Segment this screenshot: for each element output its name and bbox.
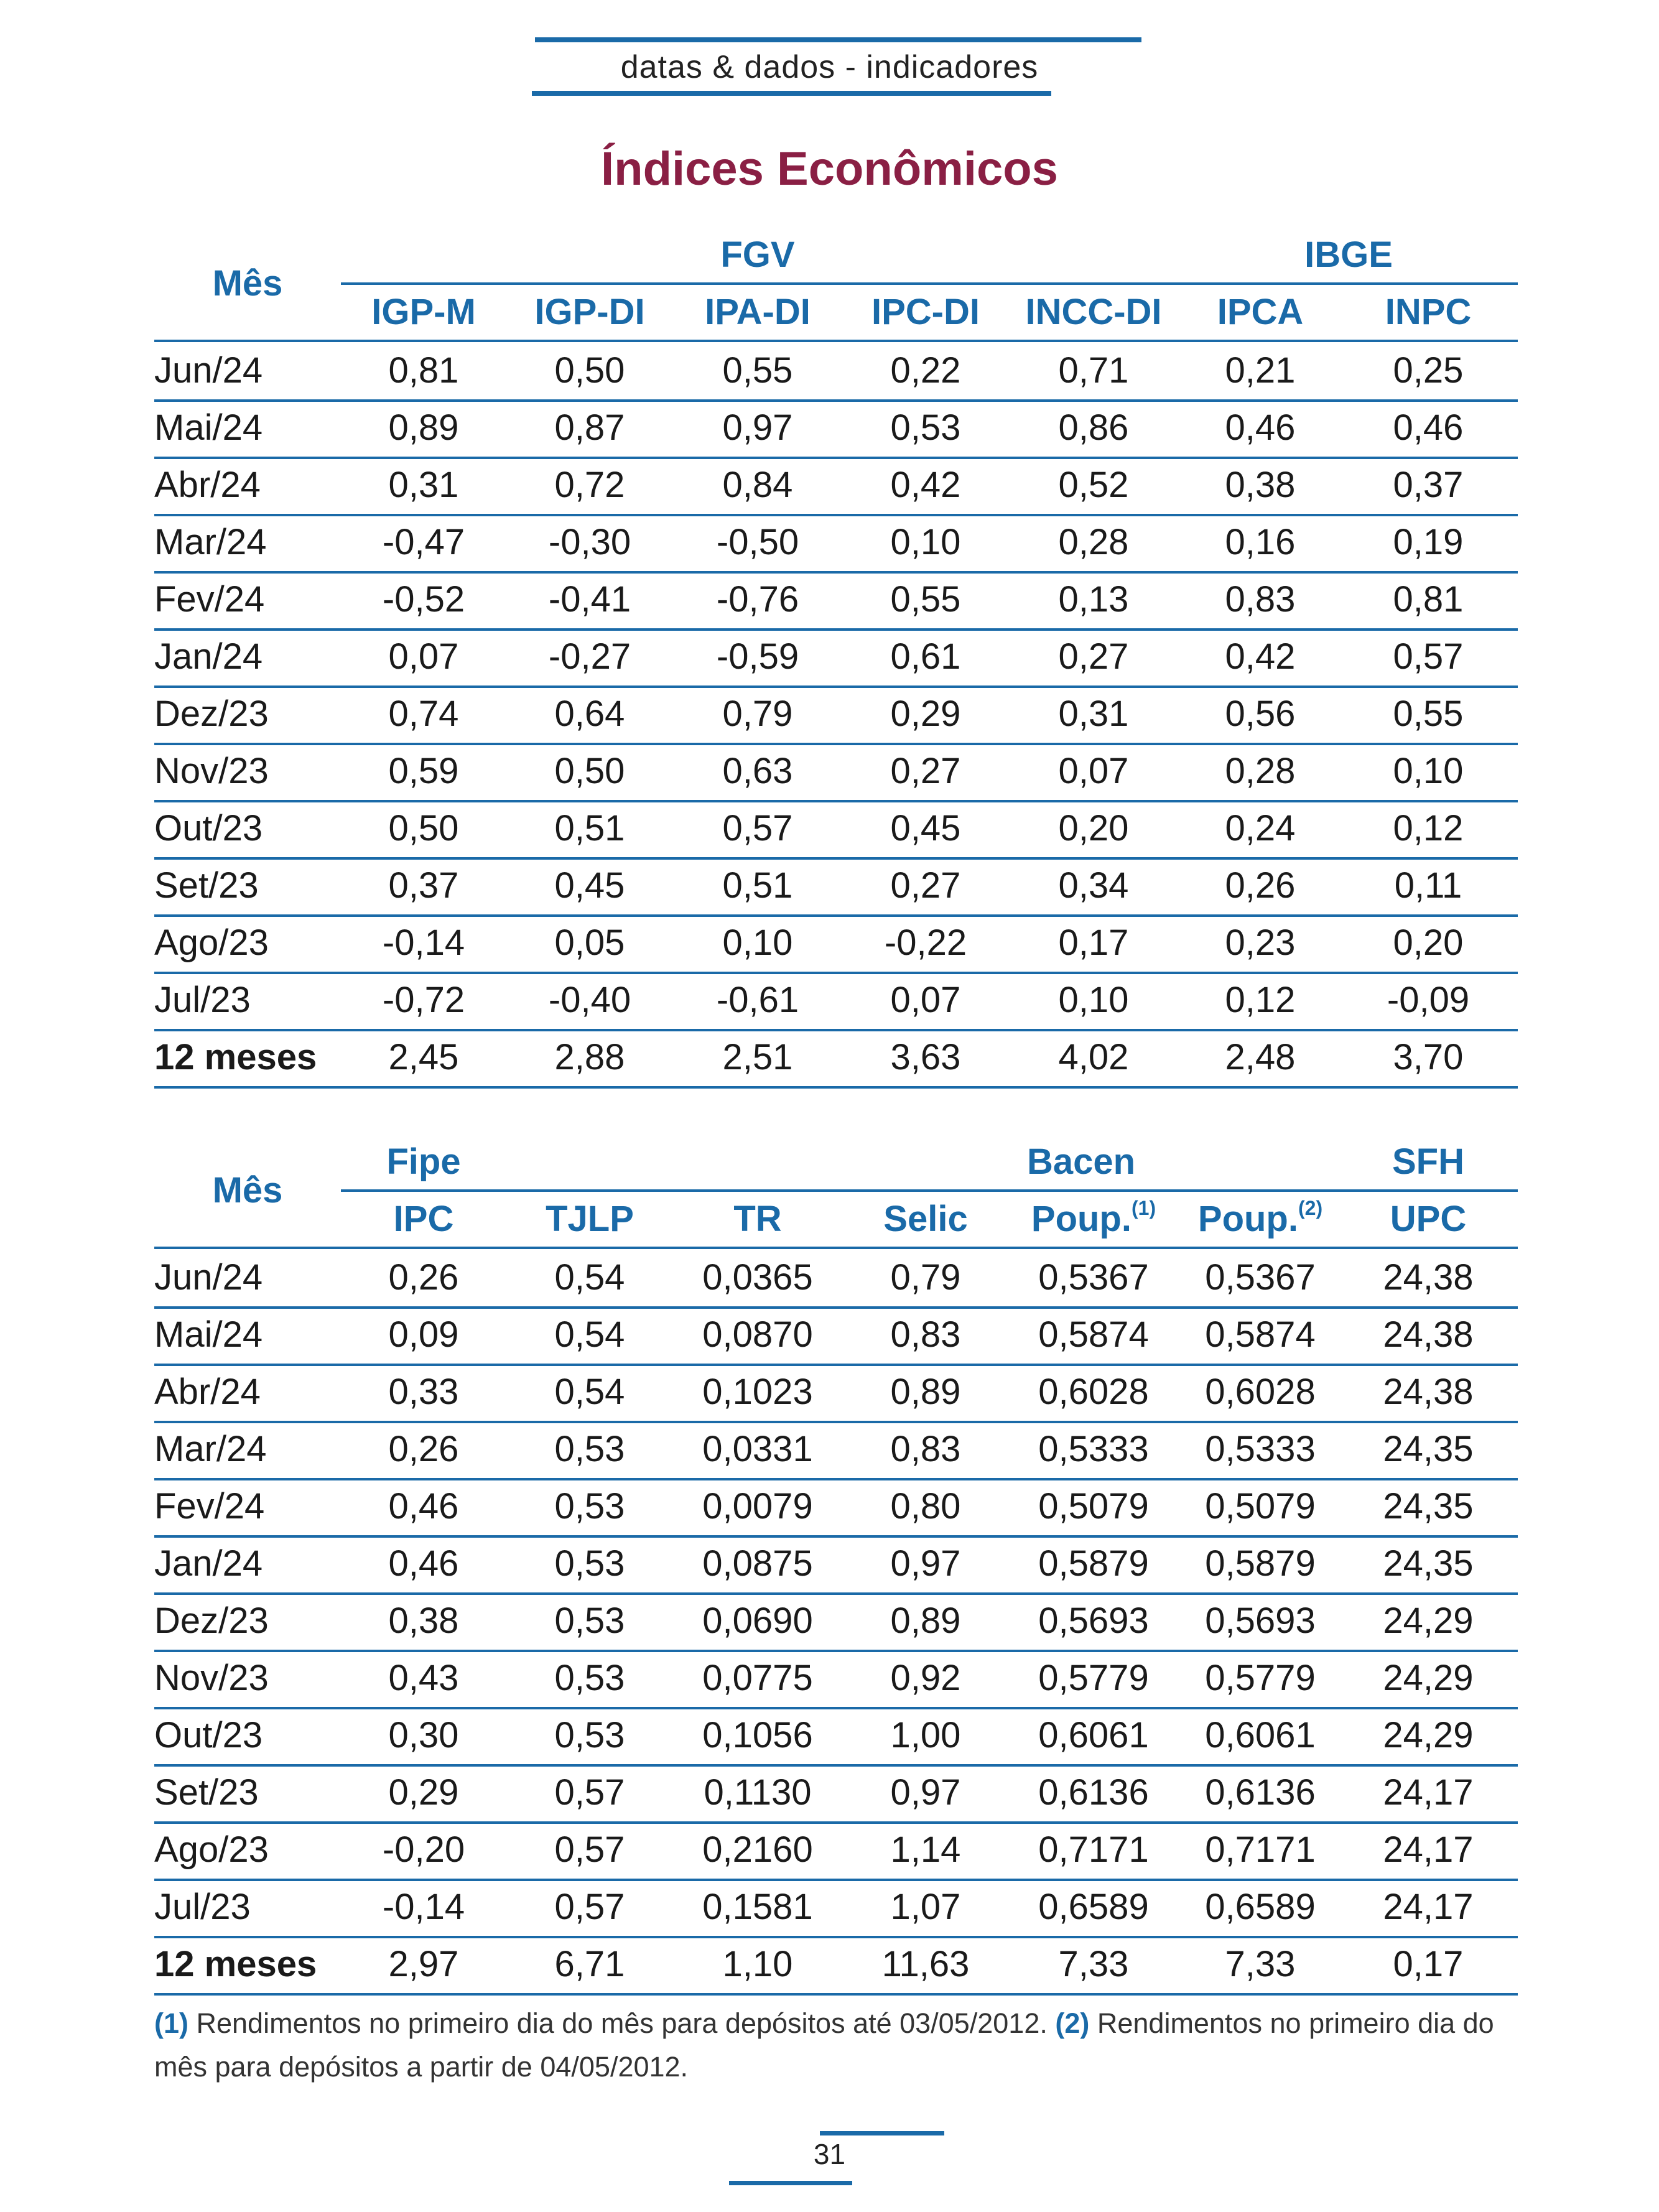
table-cell-value: 0,24 (1225, 808, 1296, 848)
table-cell-value: 0,5367 (1205, 1257, 1316, 1298)
table-cell-value: 24,35 (1383, 1543, 1474, 1584)
table-cell-value: 0,29 (388, 1772, 459, 1813)
row-month-label: Out/23 (154, 808, 263, 848)
column-header-ipa-di (683, 284, 832, 341)
table-cell-value: 24,38 (1383, 1314, 1474, 1355)
column-header-label: IPC-DI (871, 292, 980, 332)
row-month-label: Fev/24 (154, 1486, 265, 1527)
table-cell-value: 0,46 (1225, 407, 1296, 448)
table-cell-value: 0,86 (1058, 407, 1129, 448)
column-header-tjlp (515, 1191, 664, 1248)
row-month-label: Mai/24 (154, 407, 263, 448)
column-header-label: IPA-DI (705, 292, 811, 332)
table-cell-value: 0,31 (1058, 694, 1129, 734)
row-month-label: Jun/24 (154, 1257, 263, 1298)
table-cell-value: -0,09 (1387, 980, 1470, 1020)
table-cell-value: 0,6589 (1038, 1887, 1149, 1927)
total-row-label: 12 meses (154, 1037, 317, 1077)
month-column-header: Mês (212, 1170, 283, 1211)
table-cell-value: -0,76 (716, 579, 799, 620)
table-cell-value: 0,97 (890, 1543, 961, 1584)
column-header-selic (851, 1191, 1000, 1248)
row-month-label: Ago/23 (154, 922, 269, 963)
table-cell-value: 0,54 (554, 1372, 625, 1412)
table-cell-value: 0,10 (1393, 751, 1464, 791)
table-cell-value: 0,0875 (702, 1543, 813, 1584)
column-header-label: INPC (1385, 292, 1472, 332)
table-cell-value: -0,14 (382, 1887, 465, 1927)
table-cell-value: 0,31 (388, 465, 459, 505)
table-cell-value: 0,27 (1058, 636, 1129, 677)
table-cell-value: 0,83 (890, 1429, 961, 1469)
column-header-label: INCC-DI (1025, 292, 1162, 332)
table-cell-value: 24,35 (1383, 1486, 1474, 1527)
row-month-label: Set/23 (154, 1772, 259, 1813)
table-cell-value: -0,41 (548, 579, 631, 620)
column-header-label: TR (733, 1199, 782, 1239)
row-month-label: Dez/23 (154, 1601, 269, 1641)
table-cell-value: 0,20 (1393, 922, 1464, 963)
table-cell-value: 0,84 (722, 465, 793, 505)
table-cell-value: 0,50 (554, 350, 625, 391)
table-cell-value: 0,16 (1225, 522, 1296, 562)
table-cell-value: 0,5874 (1038, 1314, 1149, 1355)
table-cell-value: 0,34 (1058, 865, 1129, 906)
table-cell-value: 0,22 (890, 350, 961, 391)
table-cell-value: 0,1023 (702, 1372, 813, 1412)
table-cell-value: 0,87 (554, 407, 625, 448)
table-cell-value: 0,57 (554, 1829, 625, 1870)
total-value: 0,17 (1393, 1944, 1464, 1984)
table-cell-value: 1,14 (890, 1829, 961, 1870)
footnote (154, 2002, 1518, 2089)
table-cell-value: 0,45 (890, 808, 961, 848)
table-cell-value: 24,38 (1383, 1372, 1474, 1412)
column-header-label: Poup. (1031, 1199, 1132, 1239)
total-value: 2,51 (722, 1037, 793, 1077)
table-cell-value: 0,42 (890, 465, 961, 505)
table-cell-value: 0,10 (890, 522, 961, 562)
table-cell-value: -0,47 (382, 522, 465, 562)
table-cell-value: 0,45 (554, 865, 625, 906)
table-cell-value: -0,30 (548, 522, 631, 562)
table-cell-value: 0,7171 (1038, 1829, 1149, 1870)
table-cell-value: 0,55 (890, 579, 961, 620)
row-month-label: Fev/24 (154, 579, 265, 620)
column-header-poup (1019, 1191, 1168, 1248)
table-cell-value: 0,81 (388, 350, 459, 391)
total-value: 3,63 (890, 1037, 961, 1077)
column-header-upc (1354, 1191, 1503, 1248)
table-cell-value: 0,61 (890, 636, 961, 677)
table-cell-value: 0,07 (388, 636, 459, 677)
table-cell-value: 0,37 (388, 865, 459, 906)
table-cell-value: 0,54 (554, 1314, 625, 1355)
table-cell-value: -0,20 (382, 1829, 465, 1870)
table-cell-value: 0,46 (1393, 407, 1464, 448)
column-header-ipc (349, 1191, 498, 1248)
table-cell-value: 0,11 (1394, 865, 1462, 906)
table-cell-value: 0,53 (554, 1601, 625, 1641)
table-cell-value: 0,92 (890, 1658, 961, 1698)
table-cell-value: 0,17 (1058, 922, 1129, 963)
table-cell-value: 1,00 (890, 1715, 961, 1755)
table-cell-value: 0,5779 (1205, 1658, 1316, 1698)
row-month-label: Mar/24 (154, 1429, 267, 1469)
table-cell-value: 0,6136 (1205, 1772, 1316, 1813)
table-cell-value: 0,21 (1225, 350, 1296, 391)
table-cell-value: 0,50 (388, 808, 459, 848)
footnote-text-2: Rendimentos no primeiro dia do mês para depósitos a partir de 04/05/2012. (154, 2007, 1494, 2083)
table-cell-value: 0,7171 (1205, 1829, 1316, 1870)
table-cell-value: 0,28 (1058, 522, 1129, 562)
table-cell-value: 0,97 (722, 407, 793, 448)
column-header-note: (1) (1131, 1197, 1156, 1219)
total-value: 2,88 (554, 1037, 625, 1077)
table-cell-value: 0,5879 (1205, 1543, 1316, 1584)
table-cell-value: -0,59 (716, 636, 799, 677)
footnote-ref-1: (1) (154, 2007, 188, 2039)
table-cell-value: 0,5693 (1038, 1601, 1149, 1641)
total-value: 7,33 (1225, 1944, 1296, 1984)
table-cell-value: -0,61 (716, 980, 799, 1020)
table-cell-value: 0,38 (1225, 465, 1296, 505)
table-cell-value: 0,74 (388, 694, 459, 734)
table-bottom-rule (154, 1086, 1518, 1089)
table-cell-value: 0,19 (1393, 522, 1464, 562)
table-cell-value: 0,25 (1393, 350, 1464, 391)
column-header-label: IPCA (1217, 292, 1304, 332)
column-header-label: TJLP (546, 1199, 634, 1239)
table-cell-value: 24,17 (1383, 1829, 1474, 1870)
table-cell-value: 0,57 (554, 1772, 625, 1813)
table-cell-value: 0,43 (388, 1658, 459, 1698)
table-cell-value: 0,53 (890, 407, 961, 448)
column-header-igp-m (349, 284, 498, 341)
table-cell-value: 0,28 (1225, 751, 1296, 791)
table-cell-value: 0,80 (890, 1486, 961, 1527)
row-month-label: Jun/24 (154, 350, 263, 391)
table-cell-value: 0,51 (722, 865, 793, 906)
table-cell-value: 0,12 (1393, 808, 1464, 848)
table-cell-value: 0,26 (388, 1429, 459, 1469)
table-cell-value: 0,54 (554, 1257, 625, 1298)
table-cell-value: 24,17 (1383, 1772, 1474, 1813)
table-cell-value: 0,57 (722, 808, 793, 848)
table-cell-value: 0,81 (1393, 579, 1464, 620)
row-month-label: Abr/24 (154, 465, 261, 505)
table-cell-value: 0,07 (1058, 751, 1129, 791)
table-cell-value: 0,26 (388, 1257, 459, 1298)
table-cell-value: 0,0079 (702, 1486, 813, 1527)
column-header-ipc-di (851, 284, 1000, 341)
row-month-label: Out/23 (154, 1715, 263, 1755)
table-cell-value: 0,89 (890, 1372, 961, 1412)
column-header-label: Selic (883, 1199, 968, 1239)
column-header-label: IGP-DI (534, 292, 645, 332)
table-cell-value: -0,50 (716, 522, 799, 562)
table-cell-value: 0,55 (722, 350, 793, 391)
table-cell-value: 0,27 (890, 751, 961, 791)
table-cell-value: 0,5333 (1205, 1429, 1316, 1469)
table-cell-value: 0,6589 (1205, 1887, 1316, 1927)
table-cell-value: -0,40 (548, 980, 631, 1020)
group-header-sfh: SFH (1392, 1141, 1464, 1182)
column-header-label: IGP-M (371, 292, 476, 332)
table-cell-value: 0,0870 (702, 1314, 813, 1355)
table-cell-value: 0,0690 (702, 1601, 813, 1641)
row-month-label: Jan/24 (154, 636, 263, 677)
table-cell-value: 0,10 (1058, 980, 1129, 1020)
row-month-label: Ago/23 (154, 1829, 269, 1870)
table-cell-value: 0,59 (388, 751, 459, 791)
row-month-label: Set/23 (154, 865, 259, 906)
total-value: 4,02 (1058, 1037, 1129, 1077)
table-cell-value: -0,72 (382, 980, 465, 1020)
row-month-label: Dez/23 (154, 694, 269, 734)
row-month-label: Abr/24 (154, 1372, 261, 1412)
column-header-note: (2) (1298, 1197, 1323, 1219)
table-cell-value: 0,33 (388, 1372, 459, 1412)
table-cell-value: 0,10 (722, 922, 793, 963)
table-cell-value: 0,6061 (1205, 1715, 1316, 1755)
table-cell-value: 24,35 (1383, 1429, 1474, 1469)
month-column-header: Mês (212, 263, 283, 304)
table-cell-value: 0,63 (722, 751, 793, 791)
table-cell-value: 0,79 (722, 694, 793, 734)
row-month-label: Mai/24 (154, 1314, 263, 1355)
table-cell-value: 0,13 (1058, 579, 1129, 620)
table-cell-value: 0,5879 (1038, 1543, 1149, 1584)
row-month-label: Nov/23 (154, 751, 269, 791)
table-cell-value: 0,89 (890, 1601, 961, 1641)
table-cell-value: 0,53 (554, 1715, 625, 1755)
total-value: 2,45 (388, 1037, 459, 1077)
column-header-label: Poup. (1197, 1199, 1298, 1239)
table-cell-value: 0,46 (388, 1543, 459, 1584)
table-cell-value: 0,5367 (1038, 1257, 1149, 1298)
table-cell-value: 0,5874 (1205, 1314, 1316, 1355)
row-month-label: Nov/23 (154, 1658, 269, 1698)
row-month-label: Jan/24 (154, 1543, 263, 1584)
table-cell-value: -0,52 (382, 579, 465, 620)
table-cell-value: 0,09 (388, 1314, 459, 1355)
table-cell-value: 0,53 (554, 1543, 625, 1584)
table-cell-value: 0,26 (1225, 865, 1296, 906)
table-cell-value: 0,6061 (1038, 1715, 1149, 1755)
column-header-tr (683, 1191, 832, 1248)
table-cell-value: 0,52 (1058, 465, 1129, 505)
total-value: 3,70 (1393, 1037, 1464, 1077)
table-cell-value: 0,83 (1225, 579, 1296, 620)
table-cell-value: 0,53 (554, 1429, 625, 1469)
table-cell-value: 0,6136 (1038, 1772, 1149, 1813)
table-cell-value: 0,53 (554, 1486, 625, 1527)
table-cell-value: 0,89 (388, 407, 459, 448)
table-cell-value: 0,83 (890, 1314, 961, 1355)
table-cell-value: 0,27 (890, 865, 961, 906)
table-cell-value: 0,5693 (1205, 1601, 1316, 1641)
table-cell-value: 0,37 (1393, 465, 1464, 505)
table-cell-value: 0,38 (388, 1601, 459, 1641)
table-cell-value: 0,29 (890, 694, 961, 734)
table-cell-value: 24,17 (1383, 1887, 1474, 1927)
column-header-incc-di (1019, 284, 1168, 341)
table-cell-value: 0,56 (1225, 694, 1296, 734)
table-cell-value: 0,64 (554, 694, 625, 734)
table-cell-value: 0,1056 (702, 1715, 813, 1755)
header-rule-bottom (532, 91, 1051, 96)
total-value: 2,97 (388, 1944, 459, 1984)
group-header-bacen: Bacen (1026, 1141, 1136, 1182)
table-cell-value: 0,6028 (1205, 1372, 1316, 1412)
column-header-ipca (1186, 284, 1335, 341)
table-cell-value: 0,57 (554, 1887, 625, 1927)
table-cell-value: 0,55 (1393, 694, 1464, 734)
column-header-inpc (1354, 284, 1503, 341)
table-cell-value: 0,5779 (1038, 1658, 1149, 1698)
table-bottom-rule (154, 1993, 1518, 1996)
table-cell-value: 0,0331 (702, 1429, 813, 1469)
table-cell-value: 0,97 (890, 1772, 961, 1813)
table-cell-value: 0,0775 (702, 1658, 813, 1698)
table-cell-value: 24,38 (1383, 1257, 1474, 1298)
page-number-rule-bottom (729, 2181, 852, 2185)
footnote-ref-2: (2) (1055, 2007, 1090, 2039)
table-cell-value: 0,42 (1225, 636, 1296, 677)
total-value: 2,48 (1225, 1037, 1296, 1077)
table-cell-value: 0,5079 (1038, 1486, 1149, 1527)
table-cell-value: 0,46 (388, 1486, 459, 1527)
column-header-igp-di (515, 284, 664, 341)
header-rule-top (535, 37, 1141, 42)
table-cell-value: 0,12 (1225, 980, 1296, 1020)
row-month-label: Jul/23 (154, 1887, 251, 1927)
table-cell-value: 0,72 (554, 465, 625, 505)
group-header-fgv: FGV (720, 235, 795, 275)
table-cell-value: 0,0365 (702, 1257, 813, 1298)
page-title: Índices Econômicos (601, 142, 1058, 195)
column-header-label: UPC (1390, 1199, 1467, 1239)
table-cell-value: 0,5079 (1205, 1486, 1316, 1527)
row-month-label: Mar/24 (154, 522, 267, 562)
table-cell-value: 0,71 (1058, 350, 1129, 391)
table-cell-value: -0,22 (884, 922, 967, 963)
table-cell-value: 0,30 (388, 1715, 459, 1755)
table-fipe-bacen-sfh (154, 1133, 1518, 1992)
row-month-label: Jul/23 (154, 980, 251, 1020)
footnote-text-1: Rendimentos no primeiro dia do mês para depósitos até 03/05/2012. (188, 2007, 1056, 2039)
table-cell-value: 0,6028 (1038, 1372, 1149, 1412)
table-cell-value: 0,05 (554, 922, 625, 963)
table-cell-value: 0,5333 (1038, 1429, 1149, 1469)
table-cell-value: -0,27 (548, 636, 631, 677)
total-row-label: 12 meses (154, 1944, 317, 1984)
table-cell-value: 24,29 (1383, 1658, 1474, 1698)
total-value: 11,63 (881, 1944, 970, 1984)
table-cell-value: 0,2160 (702, 1829, 813, 1870)
table-cell-value: 1,07 (890, 1887, 961, 1927)
column-header-poup (1186, 1191, 1335, 1248)
table-cell-value: 0,20 (1058, 808, 1129, 848)
page-number-rule-top (820, 2131, 944, 2135)
table-cell-value: 24,29 (1383, 1601, 1474, 1641)
table-cell-value: 0,1581 (702, 1887, 813, 1927)
group-header-ibge: IBGE (1304, 235, 1393, 275)
table-cell-value: 0,79 (890, 1257, 961, 1298)
table-cell-value: 0,50 (554, 751, 625, 791)
table-cell-value: 24,29 (1383, 1715, 1474, 1755)
total-value: 1,10 (722, 1944, 793, 1984)
section-header: datas & dados - indicadores (620, 49, 1039, 85)
table-cell-value: 0,1130 (704, 1772, 812, 1813)
page-number: 31 (813, 2138, 846, 2170)
group-header-fipe: Fipe (386, 1141, 461, 1182)
table-cell-value: 0,51 (554, 808, 625, 848)
table-cell-value: -0,14 (382, 922, 465, 963)
column-header-label: IPC (393, 1199, 454, 1239)
total-value: 6,71 (554, 1944, 625, 1984)
table-fgv-ibge (154, 226, 1518, 1085)
table-cell-value: 0,57 (1393, 636, 1464, 677)
table-cell-value: 0,23 (1225, 922, 1296, 963)
total-value: 7,33 (1058, 1944, 1129, 1984)
table-cell-value: 0,07 (890, 980, 961, 1020)
table-cell-value: 0,53 (554, 1658, 625, 1698)
